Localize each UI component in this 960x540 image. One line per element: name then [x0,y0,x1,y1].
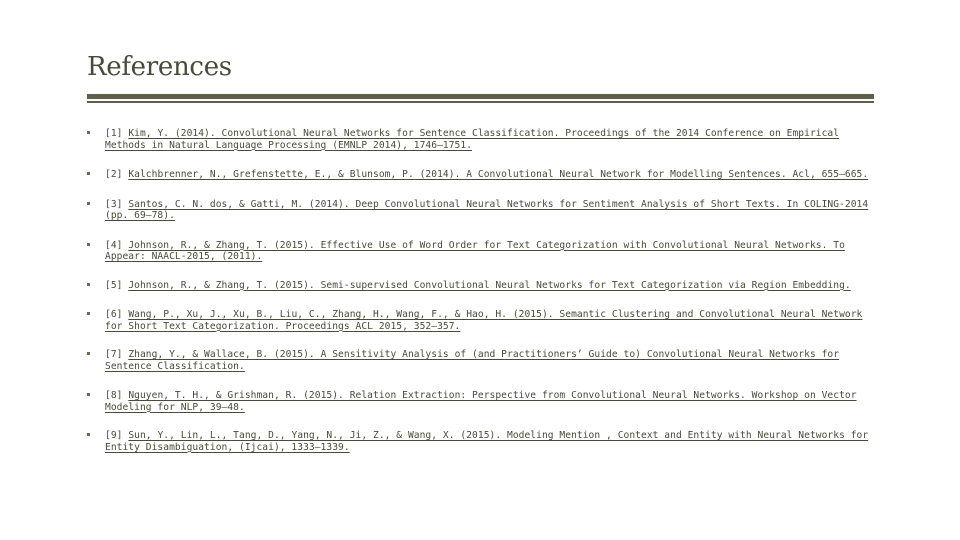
reference-number: [9] [105,430,123,441]
reference-link[interactable]: Sun, Y., Lin, L., Tang, D., Yang, N., Ji, Z., & Wang, X. (2015). Modeling Mention , Context and Entity with Neural Networks for Entity Disambiguation, (Ijcai), 1333–1339. [105,430,869,453]
reference-number: [7] [105,349,123,360]
reference-item [87,309,877,332]
reference-link[interactable]: Johnson, R., & Zhang, T. (2015). Semi-supervised Convolutional Neural Networks for Text Categorization via Region Embedding. [128,279,851,291]
reference-item [87,169,877,181]
reference-number: [1] [105,128,123,139]
reference-link[interactable]: Kalchbrenner, N., Grefenstette, E., & Blunsom, P. (2014). A Convolutional Neural Network for Modelling Sentences. Acl, 655–665. [128,169,869,180]
bullet-icon [87,131,90,134]
bullet-icon [87,393,90,396]
reference-number: [2] [105,169,123,180]
page-title: References [87,52,232,82]
reference-item [87,199,877,222]
reference-link[interactable]: Zhang, Y., & Wallace, B. (2015). A Sensitivity Analysis of (and Practitioners’ Guide to) Convolutional Neural Networks for Sentence Classification. [105,349,840,372]
reference-number: [6] [105,309,123,320]
reference-list [87,128,877,453]
bullet-icon [87,283,90,286]
reference-link[interactable]: Wang, P., Xu, J., Xu, B., Liu, C., Zhang, H., Wang, F., & Hao, H. (2015). Semantic Clustering and Convolutional Neural Network for Short Text Categorization. Proceedings ACL 2015, 352–357. [105,309,863,332]
reference-number: [3] [105,198,123,210]
reference-link[interactable]: Kim, Y. (2014). Convolutional Neural Networks for Sentence Classification. Proceedings of the 2014 Conference on Empirical Methods in Natural Language Processing (EMNLP 2014), 1746–1751. [105,128,840,151]
bullet-icon [87,243,90,246]
reference-item [87,280,877,292]
bullet-icon [87,172,90,175]
reference-number: [8] [105,390,123,401]
bullet-icon [87,312,90,315]
bullet-icon [87,433,90,436]
bullet-icon [87,202,90,205]
bullet-icon [87,352,90,355]
title-divider-thin [87,101,874,103]
reference-link[interactable]: Nguyen, T. H., & Grishman, R. (2015). Relation Extraction: Perspective from Convolutional Neural Networks. Workshop on Vector Modeling for NLP, 39–48. [105,390,857,413]
reference-item [87,240,877,263]
reference-link[interactable]: Santos, C. N. dos, & Gatti, M. (2014). Deep Convolutional Neural Networks for Sentiment Analysis of Short Texts. In COLING-2014 (pp. 69–78). [105,198,869,221]
reference-item [87,390,877,413]
title-divider-thick [87,94,874,99]
reference-item [87,349,877,372]
reference-number: [4] [105,239,123,251]
reference-number: [5] [105,279,123,291]
reference-item [87,430,877,453]
reference-item [87,128,877,151]
reference-link[interactable]: Johnson, R., & Zhang, T. (2015). Effective Use of Word Order for Text Categorization with Convolutional Neural Networks. To Appear: NAACL-2015, (2011). [105,239,845,262]
